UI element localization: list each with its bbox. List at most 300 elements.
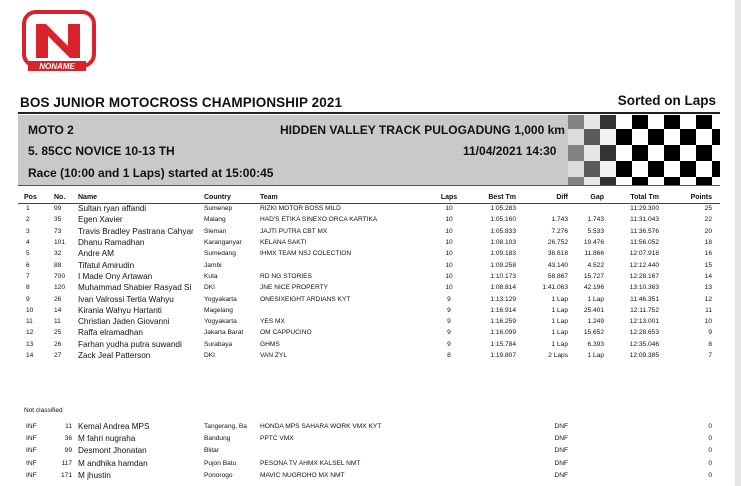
checkered-flag-icon <box>568 115 720 186</box>
flag-square <box>584 129 600 145</box>
flag-square <box>584 145 600 161</box>
cell-country: Sleman <box>204 227 227 235</box>
cell-country: DKI <box>204 352 215 359</box>
flag-square <box>664 145 680 161</box>
cell-diff: 7.276 <box>551 227 568 235</box>
flag-square <box>616 115 632 129</box>
cell-team <box>260 259 434 270</box>
cell-name: Sultan ryan affandi <box>78 204 147 214</box>
cell-no: 25 <box>54 329 62 337</box>
cell-points: 0 <box>708 422 712 430</box>
cell-best: 1:13.129 <box>490 295 516 303</box>
flag-square <box>712 145 720 161</box>
table-row <box>18 214 720 225</box>
cell-pos: INF <box>26 472 37 480</box>
cell-no: 36 <box>64 435 72 443</box>
cell-no: 26 <box>54 295 62 303</box>
logo-text: NONAME <box>39 62 75 71</box>
cell-laps: 10 <box>445 284 453 292</box>
flag-square <box>600 115 616 129</box>
cell-name: Desmont Jhonatan <box>78 446 147 456</box>
cell-pos: 3 <box>26 227 30 235</box>
cell-points: 16 <box>704 250 712 258</box>
table-row <box>18 271 720 282</box>
cell-points: 25 <box>704 205 712 213</box>
cell-best: 1:05.160 <box>490 216 516 224</box>
cell-no: 26 <box>54 340 62 348</box>
cell-empty <box>434 420 464 432</box>
cell-team: RIZKI MOTOR BOSS MILD <box>260 205 341 213</box>
cell-team: ONESIXEIGHT ARDIANS KYT <box>260 295 351 303</box>
table-row <box>18 282 720 293</box>
flag-square <box>616 129 632 145</box>
flag-square <box>696 161 712 177</box>
cell-points: 0 <box>708 459 712 467</box>
cell-gap: 11.866 <box>584 250 604 258</box>
flag-square <box>712 115 720 129</box>
table-header-row <box>18 192 720 203</box>
cell-total: 11:36.576 <box>630 227 659 235</box>
cell-total: 12:35.046 <box>629 340 659 348</box>
cell-name: Christian Jaden Giovanni <box>78 317 170 327</box>
cell-empty <box>568 445 604 457</box>
cell-country: Bandung <box>204 435 231 443</box>
cell-points: 15 <box>704 261 712 269</box>
flag-square <box>568 177 584 186</box>
list-item <box>18 470 720 482</box>
cell-points: 8 <box>708 340 712 348</box>
cell-team: IHMX TEAM NSJ COLECTION <box>260 250 352 258</box>
cell-empty <box>464 432 516 444</box>
cell-total: 12:28.167 <box>629 272 659 280</box>
cell-empty <box>464 470 516 482</box>
cell-name: M fahri nugraha <box>78 434 136 444</box>
cell-pos: 9 <box>26 295 30 303</box>
cell-name: Tifatul Amirudin <box>78 260 135 270</box>
cell-diff: 1 Lap <box>551 295 568 303</box>
cell-best: 1:10.173 <box>490 272 516 280</box>
cell-laps: 10 <box>445 227 453 235</box>
cell-points: 14 <box>704 272 712 280</box>
cell-team: OM CAPPUCINO <box>260 329 312 337</box>
cell-empty <box>604 420 659 432</box>
cell-country: Ponorogo <box>204 472 233 480</box>
table-row <box>18 248 720 259</box>
cell-team: PESONA TV AHMX KALSEL NMT <box>260 459 361 467</box>
cell-no: 700 <box>54 272 66 280</box>
cell-team: JNE NICE PROPERTY <box>260 284 329 292</box>
table-row <box>18 293 720 304</box>
cell-team: RD NG STORIES <box>260 272 312 280</box>
flag-square <box>664 177 680 186</box>
flag-square <box>648 115 664 129</box>
cell-empty <box>568 420 604 432</box>
cell-no: 101 <box>54 239 66 247</box>
cell-diff: DNF <box>554 459 568 467</box>
cell-total: 12:07.918 <box>629 250 659 258</box>
flag-square <box>600 161 616 177</box>
cell-gap: 15.727 <box>583 272 604 280</box>
list-item <box>18 432 720 444</box>
cell-no: 32 <box>54 250 62 258</box>
cell-empty <box>434 457 464 469</box>
cell-total: 13:10.363 <box>629 284 659 292</box>
cell-pos: INF <box>26 447 37 455</box>
col-pos: Pos <box>18 192 54 203</box>
cell-gap: 25.401 <box>583 306 604 314</box>
cell-pos: INF <box>26 422 37 430</box>
flag-square <box>600 177 616 186</box>
flag-square <box>616 177 632 186</box>
table-row <box>18 203 720 214</box>
flag-square <box>680 177 696 186</box>
list-item <box>18 445 720 457</box>
cell-pos: 10 <box>26 306 34 314</box>
cell-best: 1:16.914 <box>490 306 516 314</box>
cell-laps: 10 <box>445 250 453 258</box>
cell-no: 11 <box>54 318 61 326</box>
flag-square <box>616 145 632 161</box>
cell-name: M andhika hamdan <box>78 458 148 468</box>
cell-points: 12 <box>704 295 712 303</box>
cell-pos: INF <box>26 459 37 467</box>
cell-best: 1:05.283 <box>490 205 516 213</box>
cell-diff: DNF <box>554 435 568 443</box>
track-name: HIDDEN VALLEY TRACK PULOGADUNG 1,000 km <box>280 123 565 137</box>
cell-points: 9 <box>708 329 712 337</box>
flag-square <box>712 129 720 145</box>
cell-pos: 14 <box>26 352 34 359</box>
cell-name: M jhustin <box>78 471 111 481</box>
cell-laps: 10 <box>445 261 453 269</box>
race-datetime: 11/04/2021 14:30 <box>463 144 557 158</box>
cell-country: Sumedang <box>204 250 236 258</box>
cell-total: 12:09.385 <box>629 352 659 359</box>
cell-total: 11:46.351 <box>630 295 659 303</box>
cell-points: 0 <box>708 472 712 480</box>
cell-diff: 1 Lap <box>551 318 568 326</box>
cell-pos: 13 <box>26 340 34 348</box>
cell-best: 1:05.833 <box>490 227 516 235</box>
flag-square <box>568 115 584 129</box>
cell-name: Muhammad Shabier Rasyad Si <box>78 283 192 293</box>
cell-diff: 2 Laps <box>548 352 568 359</box>
flag-square <box>664 129 680 145</box>
cell-no: 27 <box>54 352 62 359</box>
cell-name: Kirania Wahyu Hartanti <box>78 305 162 315</box>
col-country: Country <box>204 192 260 203</box>
cell-empty <box>604 470 659 482</box>
cell-empty <box>434 470 464 482</box>
cell-gap <box>568 203 604 214</box>
flag-square <box>680 115 696 129</box>
cell-empty <box>568 457 604 469</box>
cell-laps: 10 <box>445 205 453 213</box>
cell-laps: 8 <box>447 352 451 359</box>
cell-best: 1:15.784 <box>490 340 516 348</box>
race-info: Race (10:00 and 1 Laps) started at 15:00:45 <box>28 166 274 180</box>
table-row <box>18 339 720 350</box>
cell-points: 0 <box>708 447 712 455</box>
flag-square <box>696 129 712 145</box>
cell-no: 171 <box>60 472 72 480</box>
col-diff: Diff <box>516 192 568 203</box>
flag-square <box>616 161 632 177</box>
cell-name: Kemal Andrea MPS <box>78 421 150 431</box>
flag-square <box>648 177 664 186</box>
page-edge <box>735 0 741 486</box>
cell-pos: 8 <box>26 284 30 292</box>
cell-pos: 6 <box>26 261 30 269</box>
flag-square <box>600 145 616 161</box>
cell-country: Jakarta Barat <box>204 329 244 337</box>
cell-laps: 10 <box>445 239 453 247</box>
category: 5. 85CC NOVICE 10-13 TH <box>28 144 175 158</box>
col-points: Points <box>659 192 720 203</box>
cell-best: 1:08.103 <box>490 239 516 247</box>
flag-square <box>712 161 720 177</box>
cell-team: HAD'S ETIKA SINEXO ORCA KARTIKA <box>260 216 378 224</box>
title-row <box>18 92 720 114</box>
table-row <box>18 237 720 248</box>
cell-name: I Made Ony Artawan <box>78 271 153 281</box>
flag-square <box>696 145 712 161</box>
flag-square <box>680 145 696 161</box>
cell-diff: 38.618 <box>547 250 568 258</box>
cell-no: 99 <box>64 447 72 455</box>
cell-name: Ivan Valrossi Tertia Wahyu <box>78 294 174 304</box>
col-name: Name <box>78 192 204 203</box>
cell-diff: 1.743 <box>551 216 568 224</box>
sorted-label: Sorted on Laps <box>617 93 716 108</box>
flag-square <box>664 161 680 177</box>
cell-points: 13 <box>704 284 712 292</box>
cell-laps: 9 <box>447 329 451 337</box>
cell-points: 11 <box>705 306 712 314</box>
cell-country: Kuta <box>204 272 218 280</box>
cell-gap: 1 Lap <box>587 295 604 303</box>
not-classified-label: Not classified <box>24 407 63 414</box>
cell-pos: 1 <box>26 205 30 213</box>
flag-square <box>696 115 712 129</box>
cell-total: 12:28.653 <box>629 329 659 337</box>
race-header <box>18 115 720 186</box>
cell-empty <box>434 432 464 444</box>
col-no: No. <box>54 192 78 203</box>
cell-diff: 58.867 <box>547 272 568 280</box>
cell-no: 117 <box>61 459 72 467</box>
cell-empty <box>604 457 659 469</box>
col-team: Team <box>260 192 434 203</box>
cell-team: HONDA MPS SAHARA WORK VMX KYT <box>260 422 382 430</box>
flag-square <box>568 129 584 145</box>
cell-total: 11:29.300 <box>630 205 659 213</box>
list-item <box>18 420 720 432</box>
cell-country: DKI <box>204 284 215 292</box>
flag-square <box>632 145 648 161</box>
cell-empty <box>568 470 604 482</box>
cell-no: 73 <box>54 227 62 235</box>
cell-total: 12:13.001 <box>629 318 659 326</box>
cell-best: 1:19.807 <box>490 352 516 359</box>
cell-pos: INF <box>26 435 37 443</box>
cell-name: Andre AM <box>78 249 114 259</box>
cell-best: 1:16.099 <box>490 329 516 337</box>
table-row <box>18 259 720 270</box>
cell-name: Farhan yudha putra suwandi <box>78 339 182 349</box>
cell-gap: 5.533 <box>587 227 604 235</box>
flag-square <box>632 177 648 186</box>
cell-laps: 9 <box>447 295 451 303</box>
cell-laps: 9 <box>447 318 451 326</box>
cell-best: 1:09.183 <box>490 250 516 258</box>
cell-team: KELANA SAKTI <box>260 239 307 247</box>
flag-square <box>632 129 648 145</box>
cell-gap: 1 Lap <box>587 352 604 359</box>
cell-total: 11:31.043 <box>630 216 659 224</box>
cell-country: Karanganyar <box>204 239 242 247</box>
cell-gap: 1.743 <box>587 216 604 224</box>
flag-square <box>584 161 600 177</box>
cell-country: Yogyakarta <box>204 318 237 326</box>
table-row <box>18 350 720 361</box>
results-table <box>18 192 720 361</box>
col-laps: Laps <box>434 192 464 203</box>
cell-country: Yogyakarta <box>204 295 237 303</box>
col-total: Total Tm <box>604 192 659 203</box>
flag-square <box>600 129 616 145</box>
not-classified-table <box>18 420 720 482</box>
cell-gap: 42.196 <box>583 284 604 292</box>
cell-country: Pujon Batu <box>204 459 237 467</box>
cell-country: Sumenep <box>204 205 233 213</box>
flag-square <box>584 177 600 186</box>
flag-square <box>648 145 664 161</box>
cell-points: 7 <box>708 352 712 359</box>
col-best: Best Tm <box>464 192 516 203</box>
cell-points: 20 <box>704 227 712 235</box>
cell-laps: 9 <box>447 340 451 348</box>
cell-laps: 10 <box>445 272 453 280</box>
cell-total: 12:11.752 <box>630 306 659 314</box>
cell-pos: 12 <box>26 329 34 337</box>
cell-diff: DNF <box>554 422 568 430</box>
cell-empty <box>434 445 464 457</box>
cell-name: Dhanu Ramadhan <box>78 238 145 248</box>
cell-diff: 43.140 <box>547 261 568 269</box>
flag-square <box>712 177 720 186</box>
cell-no: 120 <box>54 284 66 292</box>
cell-total: 11:56.052 <box>630 239 659 247</box>
cell-pos: 7 <box>26 272 30 280</box>
noname-logo <box>22 10 98 72</box>
flag-square <box>568 161 584 177</box>
flag-square <box>568 145 584 161</box>
cell-gap: 19.476 <box>583 239 604 247</box>
cell-diff: 1 Lap <box>551 340 568 348</box>
cell-diff: 1 Lap <box>551 306 568 314</box>
cell-name: Egen Xavier <box>78 215 123 225</box>
cell-name: Raffa elramadhan <box>78 328 143 338</box>
cell-team: PPTC VMX <box>260 435 294 443</box>
cell-country: Surabaya <box>204 340 233 348</box>
cell-points: 0 <box>708 435 712 443</box>
cell-empty <box>464 457 516 469</box>
cell-team: GHMS <box>260 340 280 348</box>
cell-total: 12:12.440 <box>629 261 659 269</box>
flag-square <box>632 161 648 177</box>
flag-square <box>632 115 648 129</box>
cell-gap: 6.393 <box>587 340 604 348</box>
cell-pos: 2 <box>26 216 30 224</box>
cell-empty <box>604 445 659 457</box>
cell-name: Zack Jeal Patterson <box>78 351 151 360</box>
cell-no: 99 <box>54 205 62 213</box>
cell-best: 1:16.259 <box>490 318 516 326</box>
cell-diff: DNF <box>554 472 568 480</box>
table-row <box>18 327 720 338</box>
flag-square <box>696 177 712 186</box>
cell-empty <box>464 420 516 432</box>
table-row <box>18 316 720 327</box>
cell-no: 35 <box>54 216 62 224</box>
cell-country: Blitar <box>204 447 220 455</box>
cell-laps: 9 <box>447 306 451 314</box>
cell-country: Magelang <box>204 306 233 314</box>
cell-gap: 1.249 <box>587 318 604 326</box>
cell-team: VAN ZYL <box>260 352 287 359</box>
cell-no: 88 <box>54 261 62 269</box>
cell-empty <box>464 445 516 457</box>
cell-pos: 4 <box>26 239 30 247</box>
cell-name: Travis Bradley Pastrana Cahyar <box>78 226 194 236</box>
cell-laps: 10 <box>445 216 453 224</box>
flag-square <box>680 129 696 145</box>
cell-gap: 4.522 <box>587 261 604 269</box>
table-row <box>18 305 720 316</box>
cell-diff: 1 Lap <box>551 329 568 337</box>
flag-square <box>648 161 664 177</box>
cell-gap: 15.652 <box>583 329 604 337</box>
table-row <box>18 226 720 237</box>
cell-team: MAVIC NUGROHO MX NMT <box>260 472 345 480</box>
list-item <box>18 457 720 469</box>
flag-square <box>680 161 696 177</box>
page-title: BOS JUNIOR MOTOCROSS CHAMPIONSHIP 2021 <box>20 95 343 110</box>
cell-team: YES MX <box>260 318 285 326</box>
cell-points: 22 <box>704 216 712 224</box>
flag-square <box>664 115 680 129</box>
cell-points: 10 <box>704 318 712 326</box>
cell-country: Jambi <box>204 261 222 269</box>
flag-square <box>584 115 600 129</box>
cell-diff <box>516 203 568 214</box>
cell-empty <box>568 432 604 444</box>
flag-square <box>648 129 664 145</box>
cell-no: 14 <box>54 306 62 314</box>
cell-pos: 11 <box>26 318 33 326</box>
cell-points: 18 <box>704 239 712 247</box>
cell-best: 1:08.814 <box>490 284 516 292</box>
col-gap: Gap <box>568 192 604 203</box>
cell-pos: 5 <box>26 250 30 258</box>
cell-team <box>260 445 434 457</box>
cell-diff: 1:41.063 <box>542 284 568 292</box>
cell-country: Tangerang, Ba <box>204 422 247 430</box>
cell-country: Malang <box>204 216 226 224</box>
cell-diff: DNF <box>554 447 568 455</box>
cell-team <box>260 305 434 316</box>
